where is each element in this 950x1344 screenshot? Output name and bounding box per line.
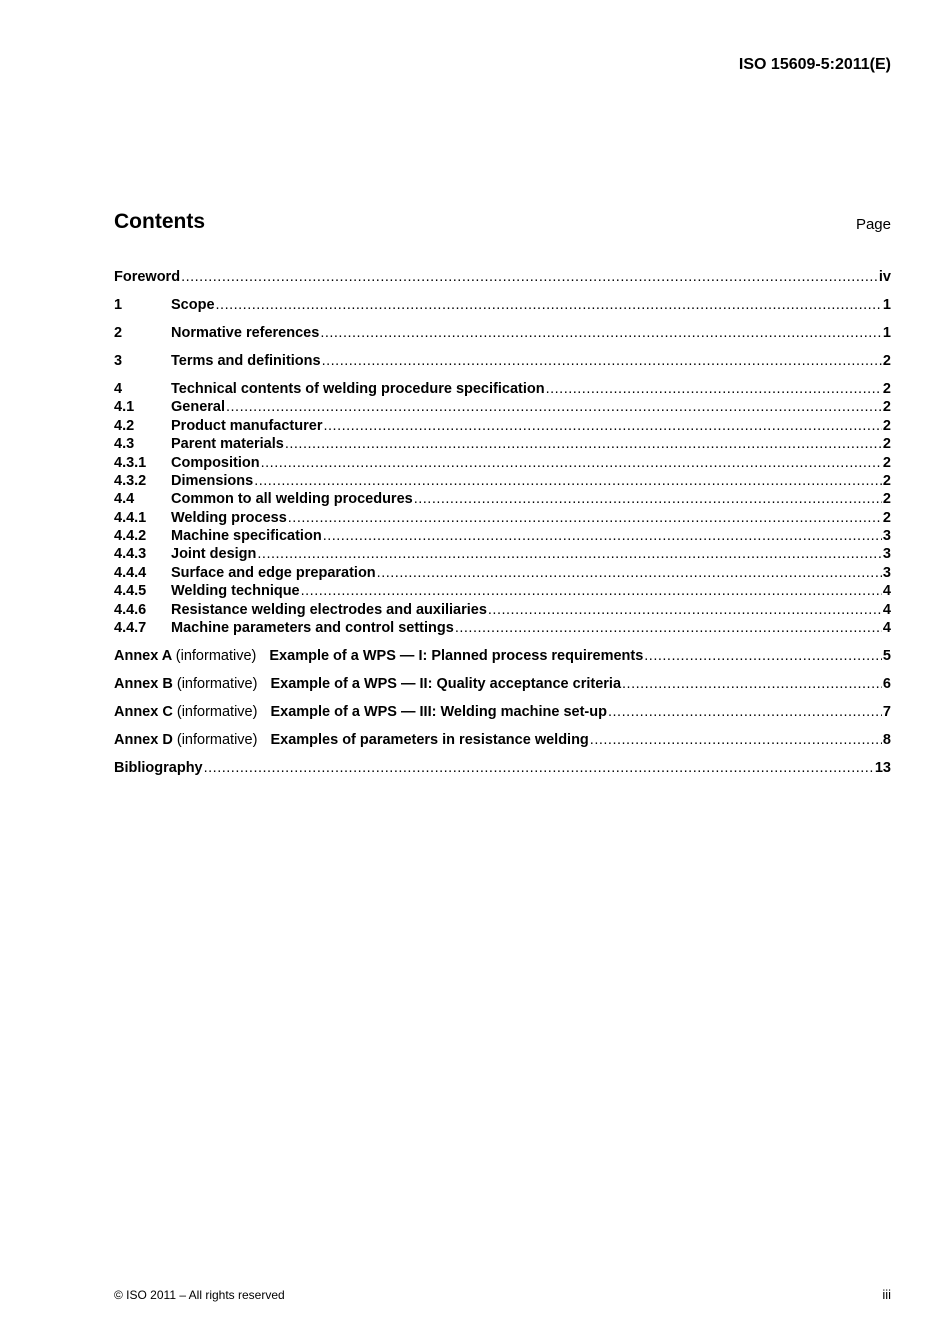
toc-entry-title: Machine specification: [171, 528, 322, 545]
toc-entry-page: 2: [882, 380, 891, 397]
annex-entry: [114, 648, 643, 664]
dot-leader: [261, 455, 882, 471]
toc-entry-title: Terms and definitions: [171, 352, 321, 369]
toc-entry-page: 3: [882, 564, 891, 581]
dot-leader: [644, 648, 882, 664]
toc-entry-annex-d[interactable]: [114, 732, 891, 750]
annex-label: Annex C: [114, 703, 173, 720]
toc-entry-normative-references[interactable]: [114, 325, 891, 343]
toc-entry-electrodes-auxiliaries[interactable]: [114, 602, 891, 620]
toc-entry-page: 2: [882, 454, 891, 471]
toc-entry-page: 2: [882, 352, 891, 369]
toc-entry-number: 4.4: [114, 491, 135, 508]
toc-entry-number: 4.2: [114, 417, 135, 434]
dot-leader: [204, 760, 874, 776]
dot-leader: [285, 436, 882, 452]
dot-leader: [546, 381, 882, 397]
toc-entry-number: 4.3.1: [114, 454, 147, 471]
toc-entry-foreword[interactable]: [114, 269, 891, 287]
toc-entry-page: 1: [882, 324, 891, 341]
toc-entry-number: 4.4.1: [114, 509, 147, 526]
dot-leader: [414, 491, 882, 507]
contents-heading: Contents: [114, 210, 205, 233]
toc-entry-title: Foreword: [114, 269, 181, 285]
toc-entry-title: Welding technique: [171, 583, 300, 600]
toc-entry-number: 4.4.2: [114, 528, 147, 545]
annex-title: Example of a WPS — III: Welding machine set-up: [270, 703, 607, 720]
dot-leader: [608, 704, 882, 720]
toc-entry-page: 2: [882, 399, 891, 416]
toc-entry-technical-contents[interactable]: [114, 381, 891, 399]
copyright-notice: © ISO 2011 – All rights reserved: [114, 1288, 285, 1302]
dot-leader: [226, 399, 882, 415]
toc-entry-title: Dimensions: [171, 472, 254, 489]
toc-entry-number: 4.4.4: [114, 564, 147, 581]
dot-leader: [181, 269, 878, 285]
annex-title: Examples of parameters in resistance welding: [270, 731, 589, 748]
toc-entry-number: 4.3: [114, 436, 135, 453]
toc-entry-common-procedures[interactable]: [114, 491, 891, 509]
toc-entry-surface-edge-preparation[interactable]: [114, 565, 891, 583]
table-of-contents: [114, 269, 891, 778]
dot-leader: [257, 546, 882, 562]
toc-entry-title: Product manufacturer: [171, 417, 323, 434]
toc-entry-scope[interactable]: [114, 297, 891, 315]
toc-entry-page: 1: [882, 296, 891, 313]
toc-entry-product-manufacturer[interactable]: [114, 418, 891, 436]
toc-entry-number: 3: [114, 352, 123, 369]
toc-entry-page: 8: [882, 731, 891, 748]
page-number: iii: [882, 1287, 891, 1302]
dot-leader: [622, 676, 882, 692]
annex-entry: [114, 704, 607, 720]
annex-type: (informative): [176, 731, 258, 748]
annex-type: (informative): [175, 648, 257, 664]
toc-entry-title: Joint design: [171, 546, 257, 563]
toc-entry-machine-parameters[interactable]: [114, 620, 891, 638]
toc-entry-page: 7: [882, 703, 891, 720]
toc-entry-number: 4.4.6: [114, 601, 147, 618]
toc-entry-joint-design[interactable]: [114, 546, 891, 564]
dot-leader: [455, 620, 882, 636]
toc-entry-title: Technical contents of welding procedure specification: [171, 380, 545, 397]
toc-entry-number: 1: [114, 296, 123, 313]
dot-leader: [488, 602, 882, 618]
dot-leader: [323, 418, 881, 434]
toc-entry-number: 4.4.7: [114, 620, 147, 637]
toc-entry-page: 4: [882, 620, 891, 637]
dot-leader: [322, 353, 882, 369]
annex-type: (informative): [176, 675, 258, 692]
toc-entry-page: 3: [882, 546, 891, 563]
toc-entry-machine-specification[interactable]: [114, 528, 891, 546]
toc-entry-page: 4: [882, 583, 891, 600]
document-identifier: ISO 15609-5:2011(E): [738, 56, 891, 73]
toc-entry-number: 4.3.2: [114, 472, 147, 489]
toc-entry-number: 2: [114, 324, 123, 341]
toc-entry-number: 4: [114, 380, 123, 397]
dot-leader: [320, 325, 882, 341]
toc-entry-page: 3: [882, 528, 891, 545]
toc-entry-dimensions[interactable]: [114, 473, 891, 491]
toc-entry-bibliography[interactable]: [114, 760, 891, 778]
toc-entry-page: 2: [882, 436, 891, 453]
toc-entry-title: Welding process: [171, 509, 287, 526]
toc-entry-page: 5: [882, 648, 891, 664]
toc-entry-page: 4: [882, 601, 891, 618]
toc-entry-terms-and-definitions[interactable]: [114, 353, 891, 371]
toc-entry-annex-a[interactable]: [114, 648, 891, 666]
toc-entry-general[interactable]: [114, 399, 891, 417]
toc-entry-page: 2: [882, 417, 891, 434]
toc-entry-title: Composition: [171, 454, 260, 471]
toc-entry-number: 4.4.5: [114, 583, 147, 600]
dot-leader: [216, 297, 882, 313]
page-column-label: Page: [855, 216, 891, 233]
annex-type: (informative): [176, 703, 258, 720]
dot-leader: [288, 510, 882, 526]
dot-leader: [377, 565, 882, 581]
toc-entry-annex-c[interactable]: [114, 704, 891, 722]
toc-entry-annex-b[interactable]: [114, 676, 891, 694]
toc-entry-welding-process[interactable]: [114, 510, 891, 528]
toc-entry-title: Parent materials: [171, 436, 284, 453]
toc-entry-page: 2: [882, 509, 891, 526]
annex-entry: [114, 732, 589, 748]
dot-leader: [301, 583, 882, 599]
toc-entry-page: 2: [882, 491, 891, 508]
toc-entry-parent-materials[interactable]: [114, 436, 891, 454]
annex-title: Example of a WPS — II: Quality acceptance criteria: [270, 675, 622, 692]
dot-leader: [590, 732, 882, 748]
toc-entry-title: Common to all welding procedures: [171, 491, 413, 508]
dot-leader: [254, 473, 882, 489]
toc-entry-composition[interactable]: [114, 455, 891, 473]
annex-label: Annex A: [114, 648, 172, 664]
toc-entry-title: General: [171, 399, 225, 416]
toc-entry-number: 4.1: [114, 399, 135, 416]
annex-label: Annex D: [114, 731, 173, 748]
toc-entry-title: Resistance welding electrodes and auxiliaries: [171, 601, 487, 618]
toc-entry-title: Scope: [171, 296, 215, 313]
toc-entry-welding-technique[interactable]: [114, 583, 891, 601]
toc-entry-page: 2: [882, 472, 891, 489]
toc-entry-page: 6: [882, 675, 891, 692]
annex-title: Example of a WPS — I: Planned process requirements: [269, 648, 644, 664]
annex-entry: [114, 676, 621, 692]
annex-label: Annex B: [114, 675, 173, 692]
dot-leader: [323, 528, 882, 544]
toc-entry-title: Surface and edge preparation: [171, 564, 376, 581]
toc-entry-page: iv: [878, 269, 891, 285]
toc-entry-title: Bibliography: [114, 759, 203, 776]
toc-entry-number: 4.4.3: [114, 546, 147, 563]
toc-entry-page: 13: [874, 759, 891, 776]
toc-entry-title: Machine parameters and control settings: [171, 620, 454, 637]
toc-entry-title: Normative references: [171, 324, 320, 341]
